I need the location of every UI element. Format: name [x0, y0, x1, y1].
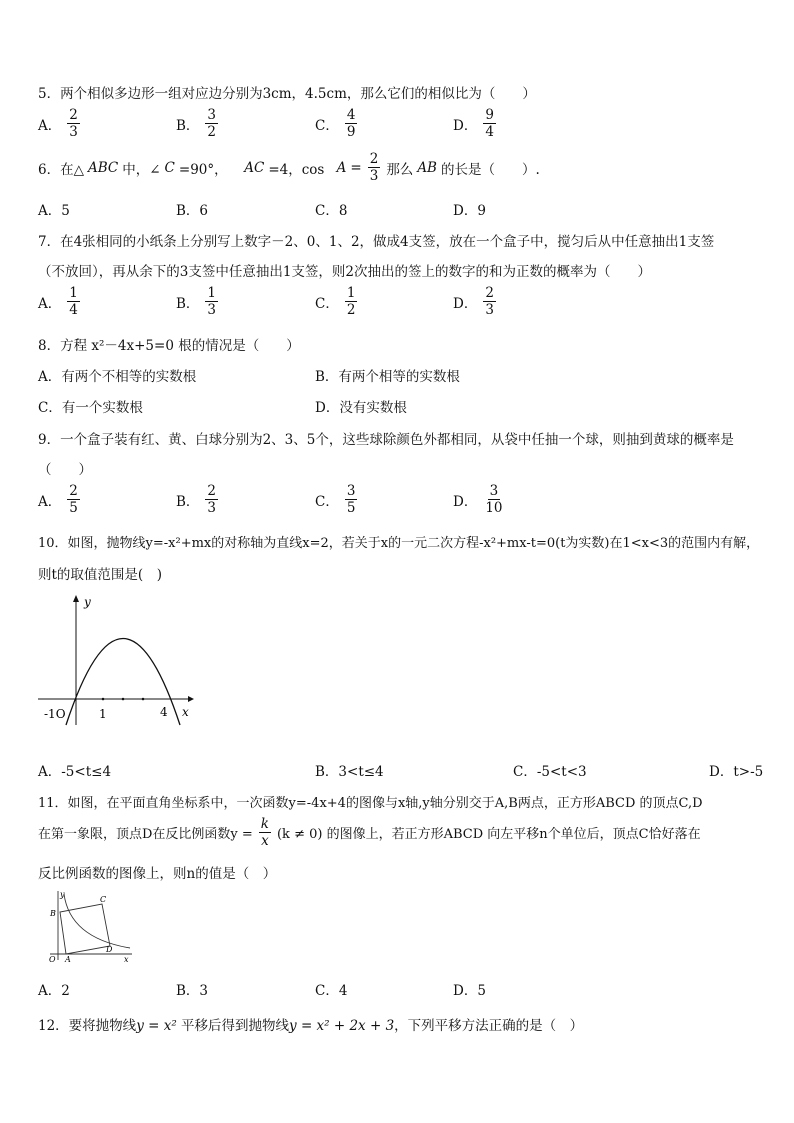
- q11-label-x: x: [124, 955, 129, 964]
- q10-stem-line1: 10．如图，抛物线y=-x²+mx的对称轴为直线x=2，若关于x的一元二次方程-x²+mx-t=0(t为实数)在1<x<3的范围内有解，: [38, 536, 760, 551]
- q10-tick-label-1: 1: [99, 707, 107, 721]
- q10-tick-dot-2: [122, 698, 125, 701]
- q10-tick-label-4: 4: [160, 705, 168, 719]
- q8-option-a: A．有两个不相等的实数根: [38, 369, 197, 385]
- q11-label-d: D: [106, 945, 113, 954]
- q10-y-label: y: [84, 595, 91, 609]
- q11-square-figure: [44, 888, 136, 964]
- q11-stem-line1: 11．如图，在平面直角坐标系中，一次函数y=-4x+4的图像与x轴,y轴分别交于A,B两点，正方形ABCD 的顶点C,D: [38, 796, 703, 811]
- q9-stem-line1: 9．一个盒子装有红、黄、白球分别为2、3、5个，这些球除颜色外都相同，从袋中任抽一个球，则抽到黄球的概率是: [38, 432, 734, 448]
- q7-option-a: A． $\frac{1}{4}$: [38, 285, 78, 319]
- q6-option-a: A．5: [38, 203, 70, 219]
- q10-stem-line2: 则t的取值范围是( ): [38, 567, 162, 583]
- q10-tick-dot-3: [142, 698, 145, 701]
- q8-option-c: C．有一个实数根: [38, 400, 143, 416]
- q10-x-label: x: [182, 705, 189, 719]
- q10-option-c: C．-5<t<3: [513, 764, 587, 780]
- q10-y-arrow-icon: [73, 595, 79, 602]
- q9-option-c: C． $\frac{3}{5}$: [315, 483, 356, 517]
- q11-label-y: y: [60, 890, 65, 899]
- q11-label-o: O: [49, 955, 56, 964]
- q12-stem: 12．要将抛物线y = x² 平移后得到抛物线y = x² + 2x + 3，下列平移方法正确的是（ ）: [38, 1018, 584, 1034]
- q6-option-b: B．6: [176, 203, 209, 219]
- q11-label-a: A: [65, 955, 71, 964]
- q7-stem-line2: （不放回），再从余下的3支签中任意抽出1支签，则2次抽出的签上的数字的和为正数的概率为（ ）: [38, 264, 652, 280]
- q11-option-b: B．3: [176, 983, 209, 999]
- q11-hyperbola: [64, 894, 130, 948]
- q9-stem-line2: （ ）: [38, 462, 92, 478]
- q11-label-b: B: [50, 909, 56, 918]
- q10-tick-dot-1: [102, 698, 105, 701]
- q5-option-d: D． $\frac{9}{4}$: [453, 107, 494, 141]
- q6-stem: 6．在△ ABC 中，∠ C =90°， AC =4，cos A = $\frac{2}{3}$ 那么 AB 的长是（ ）.: [38, 151, 540, 185]
- q8-option-b: B．有两个相等的实数根: [315, 369, 460, 385]
- q11-label-c: C: [100, 895, 107, 904]
- q5-option-a: A． $\frac{2}{3}$: [38, 107, 78, 141]
- q5-stem: 5．两个相似多边形一组对应边分别为3cm，4.5cm，那么它们的相似比为（ ）: [38, 86, 536, 102]
- q9-option-a: A． $\frac{2}{5}$: [38, 483, 78, 517]
- q11-square-abcd: [60, 904, 110, 954]
- q11-option-c: C．4: [315, 983, 348, 999]
- q10-parabola-graph: [38, 592, 198, 727]
- q11-stem-line2: 在第一象限，顶点D在反比例函数y = $\frac{k}{x}$ (k ≠ 0) 的图像上，若正方形ABCD 向左平移n个单位后，顶点C恰好落在: [38, 816, 701, 850]
- q10-option-a: A．-5<t≤4: [38, 764, 112, 780]
- q5-option-b: B． $\frac{3}{2}$: [176, 107, 217, 141]
- q5-option-c: C． $\frac{4}{9}$: [315, 107, 356, 141]
- q6-option-c: C．8: [315, 203, 348, 219]
- q7-option-d: D． $\frac{2}{3}$: [453, 285, 494, 319]
- q7-stem-line1: 7．在4张相同的小纸条上分别写上数字－2、0、1、2，做成4支签，放在一个盒子中，搅匀后从中任意抽出1支签: [38, 234, 715, 250]
- q9-option-b: B． $\frac{2}{3}$: [176, 483, 217, 517]
- q10-option-d: D．t>-5: [709, 764, 764, 780]
- q10-origin-label: -1O: [44, 707, 66, 721]
- q11-stem-line3: 反比例函数的图像上，则n的值是（ ）: [38, 866, 277, 882]
- q11-option-d: D．5: [453, 983, 486, 999]
- q10-x-arrow-icon: [188, 696, 194, 702]
- q8-option-d: D．没有实数根: [315, 400, 407, 416]
- q6-option-d: D．9: [453, 203, 486, 219]
- q7-option-c: C． $\frac{1}{2}$: [315, 285, 356, 319]
- q9-option-d: D． $\frac{3}{10}$: [453, 483, 503, 517]
- q11-option-a: A．2: [38, 983, 70, 999]
- q8-stem: 8．方程 x²－4x+5=0 根的情况是（ ）: [38, 338, 300, 354]
- q10-option-b: B．3<t≤4: [315, 764, 384, 780]
- q7-option-b: B． $\frac{1}{3}$: [176, 285, 217, 319]
